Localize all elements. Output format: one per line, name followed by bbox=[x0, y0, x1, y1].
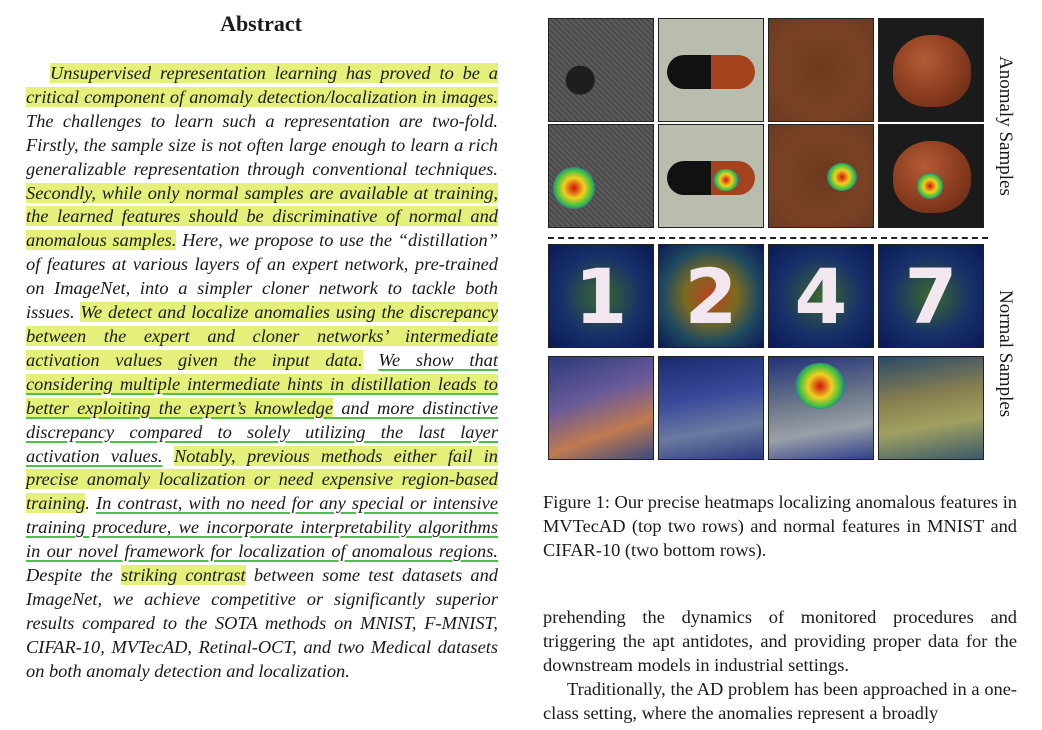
abstract-text: The challenges to learn such a representation are two-fold. Firstly, the sample size is not often large enough to learn a rich generalizable representation through conventional techniques. bbox=[26, 110, 498, 179]
figure-1 bbox=[548, 18, 1018, 468]
heatmap-blob bbox=[553, 167, 595, 209]
highlighted-text: We detect and localize anomalies using the discrepancy between the expert and cloner networks’ intermediate activation values given the input data. bbox=[26, 302, 498, 370]
heatmap-blob bbox=[713, 169, 739, 191]
digit-label: 1 bbox=[574, 251, 628, 341]
abstract-paragraph bbox=[26, 62, 498, 684]
abstract-text bbox=[162, 446, 173, 466]
highlighted-text: Unsupervised representation learning has proved to be a critical component of anomaly detection/localization in images. bbox=[26, 63, 498, 107]
leather-heatmap-image bbox=[768, 124, 874, 228]
abstract-text: Despite the bbox=[26, 565, 121, 586]
capsule-shape bbox=[667, 161, 755, 195]
body-paragraph: prehending the dynamics of monitored procedures and triggering the apt antidotes, and providing proper data for the downstream models in industrial settings. bbox=[543, 607, 1017, 675]
abstract-text: . bbox=[85, 493, 97, 514]
heatmap-blob bbox=[917, 173, 943, 199]
cifar-car-image bbox=[548, 356, 654, 460]
highlighted-text: Notably, previous methods either fail in precise anomaly localization or need expensive region-based training bbox=[26, 445, 498, 514]
leather-anomaly-image bbox=[768, 18, 874, 122]
capsule-anomaly-image bbox=[658, 18, 764, 122]
right-column-text bbox=[543, 605, 1017, 725]
abstract-text bbox=[363, 350, 379, 370]
cifar-car-image bbox=[768, 356, 874, 460]
digit-label: 4 bbox=[794, 251, 848, 341]
cifar-car-image bbox=[658, 356, 764, 460]
abstract-text: between some test datasets and ImageNet, we achieve competitive or significantly superior results compared to the SOTA methods on MNIST, F-MNIST, CIFAR-10, MVTecAD, Retinal-OCT, and two Medical datasets on both anomaly detection and localization. bbox=[26, 565, 498, 681]
underlined-text: and more distinctive discrepancy compared to solely utilizing the last layer activation values. bbox=[26, 397, 498, 466]
carpet-anomaly-image bbox=[548, 18, 654, 122]
underlined-text: In contrast, with no need for any special or intensive training procedure, we incorporate interpretability algorithms in our novel framework for localization of anomalous regions. bbox=[26, 493, 498, 562]
mnist-digit-image bbox=[658, 244, 764, 348]
heatmap-blob bbox=[795, 363, 845, 409]
highlighted-text: Secondly, while only normal samples are available at training, the learned features should be discriminative of normal and anomalous samples. bbox=[26, 182, 498, 251]
abstract-text: Here, we propose to use the “distillation” of features at various layers of an expert network, pre-trained on ImageNet, into a simpler cloner network to tackle both issues. bbox=[26, 230, 498, 323]
mnist-digit-image bbox=[768, 244, 874, 348]
hazelnut-shape bbox=[893, 35, 971, 107]
figure-divider bbox=[548, 237, 988, 239]
underlined-text: We show that bbox=[378, 349, 498, 370]
abstract-heading: Abstract bbox=[220, 11, 302, 36]
mnist-digit-image bbox=[548, 244, 654, 348]
hazelnut-anomaly-image bbox=[878, 18, 984, 122]
capsule-heatmap-image bbox=[658, 124, 764, 228]
hazelnut-heatmap-image bbox=[878, 124, 984, 228]
highlighted-text: striking contrast bbox=[121, 565, 246, 586]
anomaly-samples-label: Anomaly Samples bbox=[995, 56, 1016, 196]
figure-caption: Figure 1: Our precise heatmaps localizing anomalous features in MVTecAD (top two rows) and normal features in MNIST and CIFAR-10 (two bottom rows). bbox=[543, 492, 1017, 560]
digit-label: 2 bbox=[684, 251, 738, 341]
capsule-shape bbox=[667, 55, 755, 89]
cifar-car-image bbox=[878, 356, 984, 460]
normal-samples-label: Normal Samples bbox=[995, 290, 1016, 418]
carpet-heatmap-image bbox=[548, 124, 654, 228]
digit-label: 7 bbox=[904, 251, 958, 341]
highlighted-text: considering multiple intermediate hints in distillation leads to better exploiting the expert’s knowledge bbox=[26, 373, 498, 418]
heatmap-blob bbox=[827, 163, 857, 191]
abstract-body bbox=[26, 62, 498, 684]
mnist-digit-image bbox=[878, 244, 984, 348]
body-paragraph: Traditionally, the AD problem has been approached in a one-class setting, where the anomalies represent a broadly bbox=[543, 679, 1017, 723]
